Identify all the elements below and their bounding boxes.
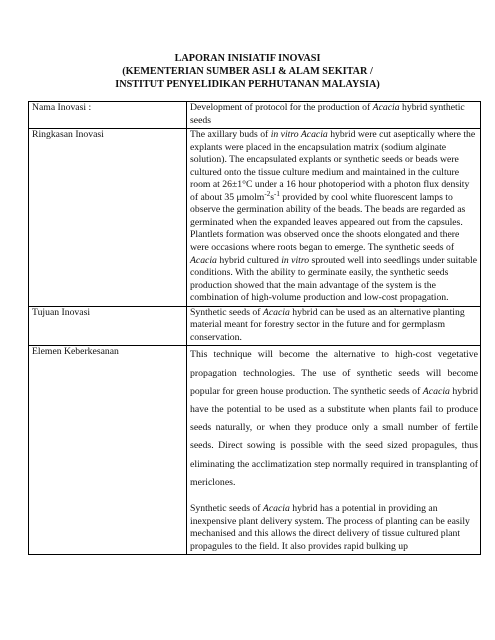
text-run: in vitro Acacia — [270, 129, 328, 141]
text-run: hybrid were cut aseptically where the explants were placed in the encapsulation matrix (sodium alginate solution). The encapsulated explants or synthetic seeds or beads were cultured onto the tissue culture medium and maintained in the culture room at 26±1°C under a 16 hour photoperiod with a photon flux density of about 35 μmolm — [190, 129, 476, 203]
text-run: Synthetic seeds of — [190, 306, 263, 318]
text-run: s — [270, 191, 274, 203]
header-title: LAPORAN INISIATIF INOVASI — [174, 53, 321, 64]
innovation-purpose — [187, 306, 481, 346]
text-run: -1 — [273, 189, 280, 198]
effectiveness-paragraph-1 — [190, 346, 478, 492]
text-run: This technique will become the alternative to high-cost vegetative propagation technologies. The use of synthetic seeds will become popular for green house production. The synthetic seeds of — [190, 349, 478, 397]
innovation-table — [28, 101, 481, 555]
text-run: -2 — [264, 189, 271, 198]
text-run: hybrid can be used as an alternative planting material meant for forestry sector in the future and for germplasm conservation. — [190, 306, 465, 343]
innovation-summary — [187, 129, 481, 307]
text-run: in vitro — [281, 254, 310, 266]
text-run: Development of protocol for the production of — [190, 102, 373, 113]
text-run: Acacia — [262, 503, 290, 515]
label-elemen-keberkesanan: Elemen Keberkesanan — [29, 346, 187, 555]
text-run: hybrid synthetic seeds — [190, 102, 465, 126]
effectiveness-elements — [187, 346, 481, 555]
header-ministry: (KEMENTERIAN SUMBER ASLI & ALAM SEKITAR / — [122, 66, 373, 77]
header-institute: INSTITUT PENYELIDIKAN PERHUTANAN MALAYSIA) — [115, 79, 380, 90]
effectiveness-paragraph-2 — [190, 503, 478, 553]
text-run: Acacia — [262, 306, 290, 318]
text-run: sprouted well into seedlings under suitable conditions. With the ability to germinate easily, the synthetic seeds production showed that the main advantage of the system is the combination of high-volume production and low-cost propagation. — [190, 254, 478, 304]
text-run: hybrid cultured — [216, 254, 282, 266]
text-run: provided by cool white fluorescent lamps to observe the germination ability of the beads. The beads are regarded as germinated when the expanded leaves appeared out from the capsules. Plantlets formation was observed once the shoots elongated and there were occasions where roots began to emerge. The synthetic seeds of — [190, 191, 466, 254]
text-run: The axillary buds of — [190, 129, 271, 141]
innovation-summary-text — [190, 129, 478, 305]
text-run: Synthetic seeds of — [190, 503, 263, 515]
innovation-name-text — [190, 102, 478, 127]
report-header — [0, 52, 495, 91]
innovation-name — [187, 102, 481, 129]
text-run: hybrid has a potential in providing an inexpensive plant delivery system. The process of planting can be easily mechanised and this allows the direct delivery of tissue cultured plant propagules to the field. It also provides rapid bulking up — [190, 503, 470, 552]
text-run: Acacia — [422, 385, 450, 397]
label-nama-inovasi: Nama Inovasi : — [29, 102, 187, 129]
row-tujuan-inovasi — [29, 306, 481, 346]
text-run: hybrid have the potential to be used as a substitute when plants fail to produce seeds naturally, or when they produce only a small number of fertile seeds. Direct sowing is possible with the seed sized propagules, thus eliminating the acclimatization step normally required in transplanting of mericlones. — [190, 385, 478, 488]
row-elemen-keberkesanan — [29, 346, 481, 555]
text-run: Acacia — [190, 254, 217, 266]
text-run: Acacia — [372, 102, 400, 113]
innovation-purpose-text — [190, 307, 478, 345]
row-nama-inovasi — [29, 102, 481, 129]
label-tujuan-inovasi: Tujuan Inovasi — [29, 306, 187, 346]
label-ringkasan-inovasi: Ringkasan Inovasi — [29, 129, 187, 307]
row-ringkasan-inovasi — [29, 129, 481, 307]
